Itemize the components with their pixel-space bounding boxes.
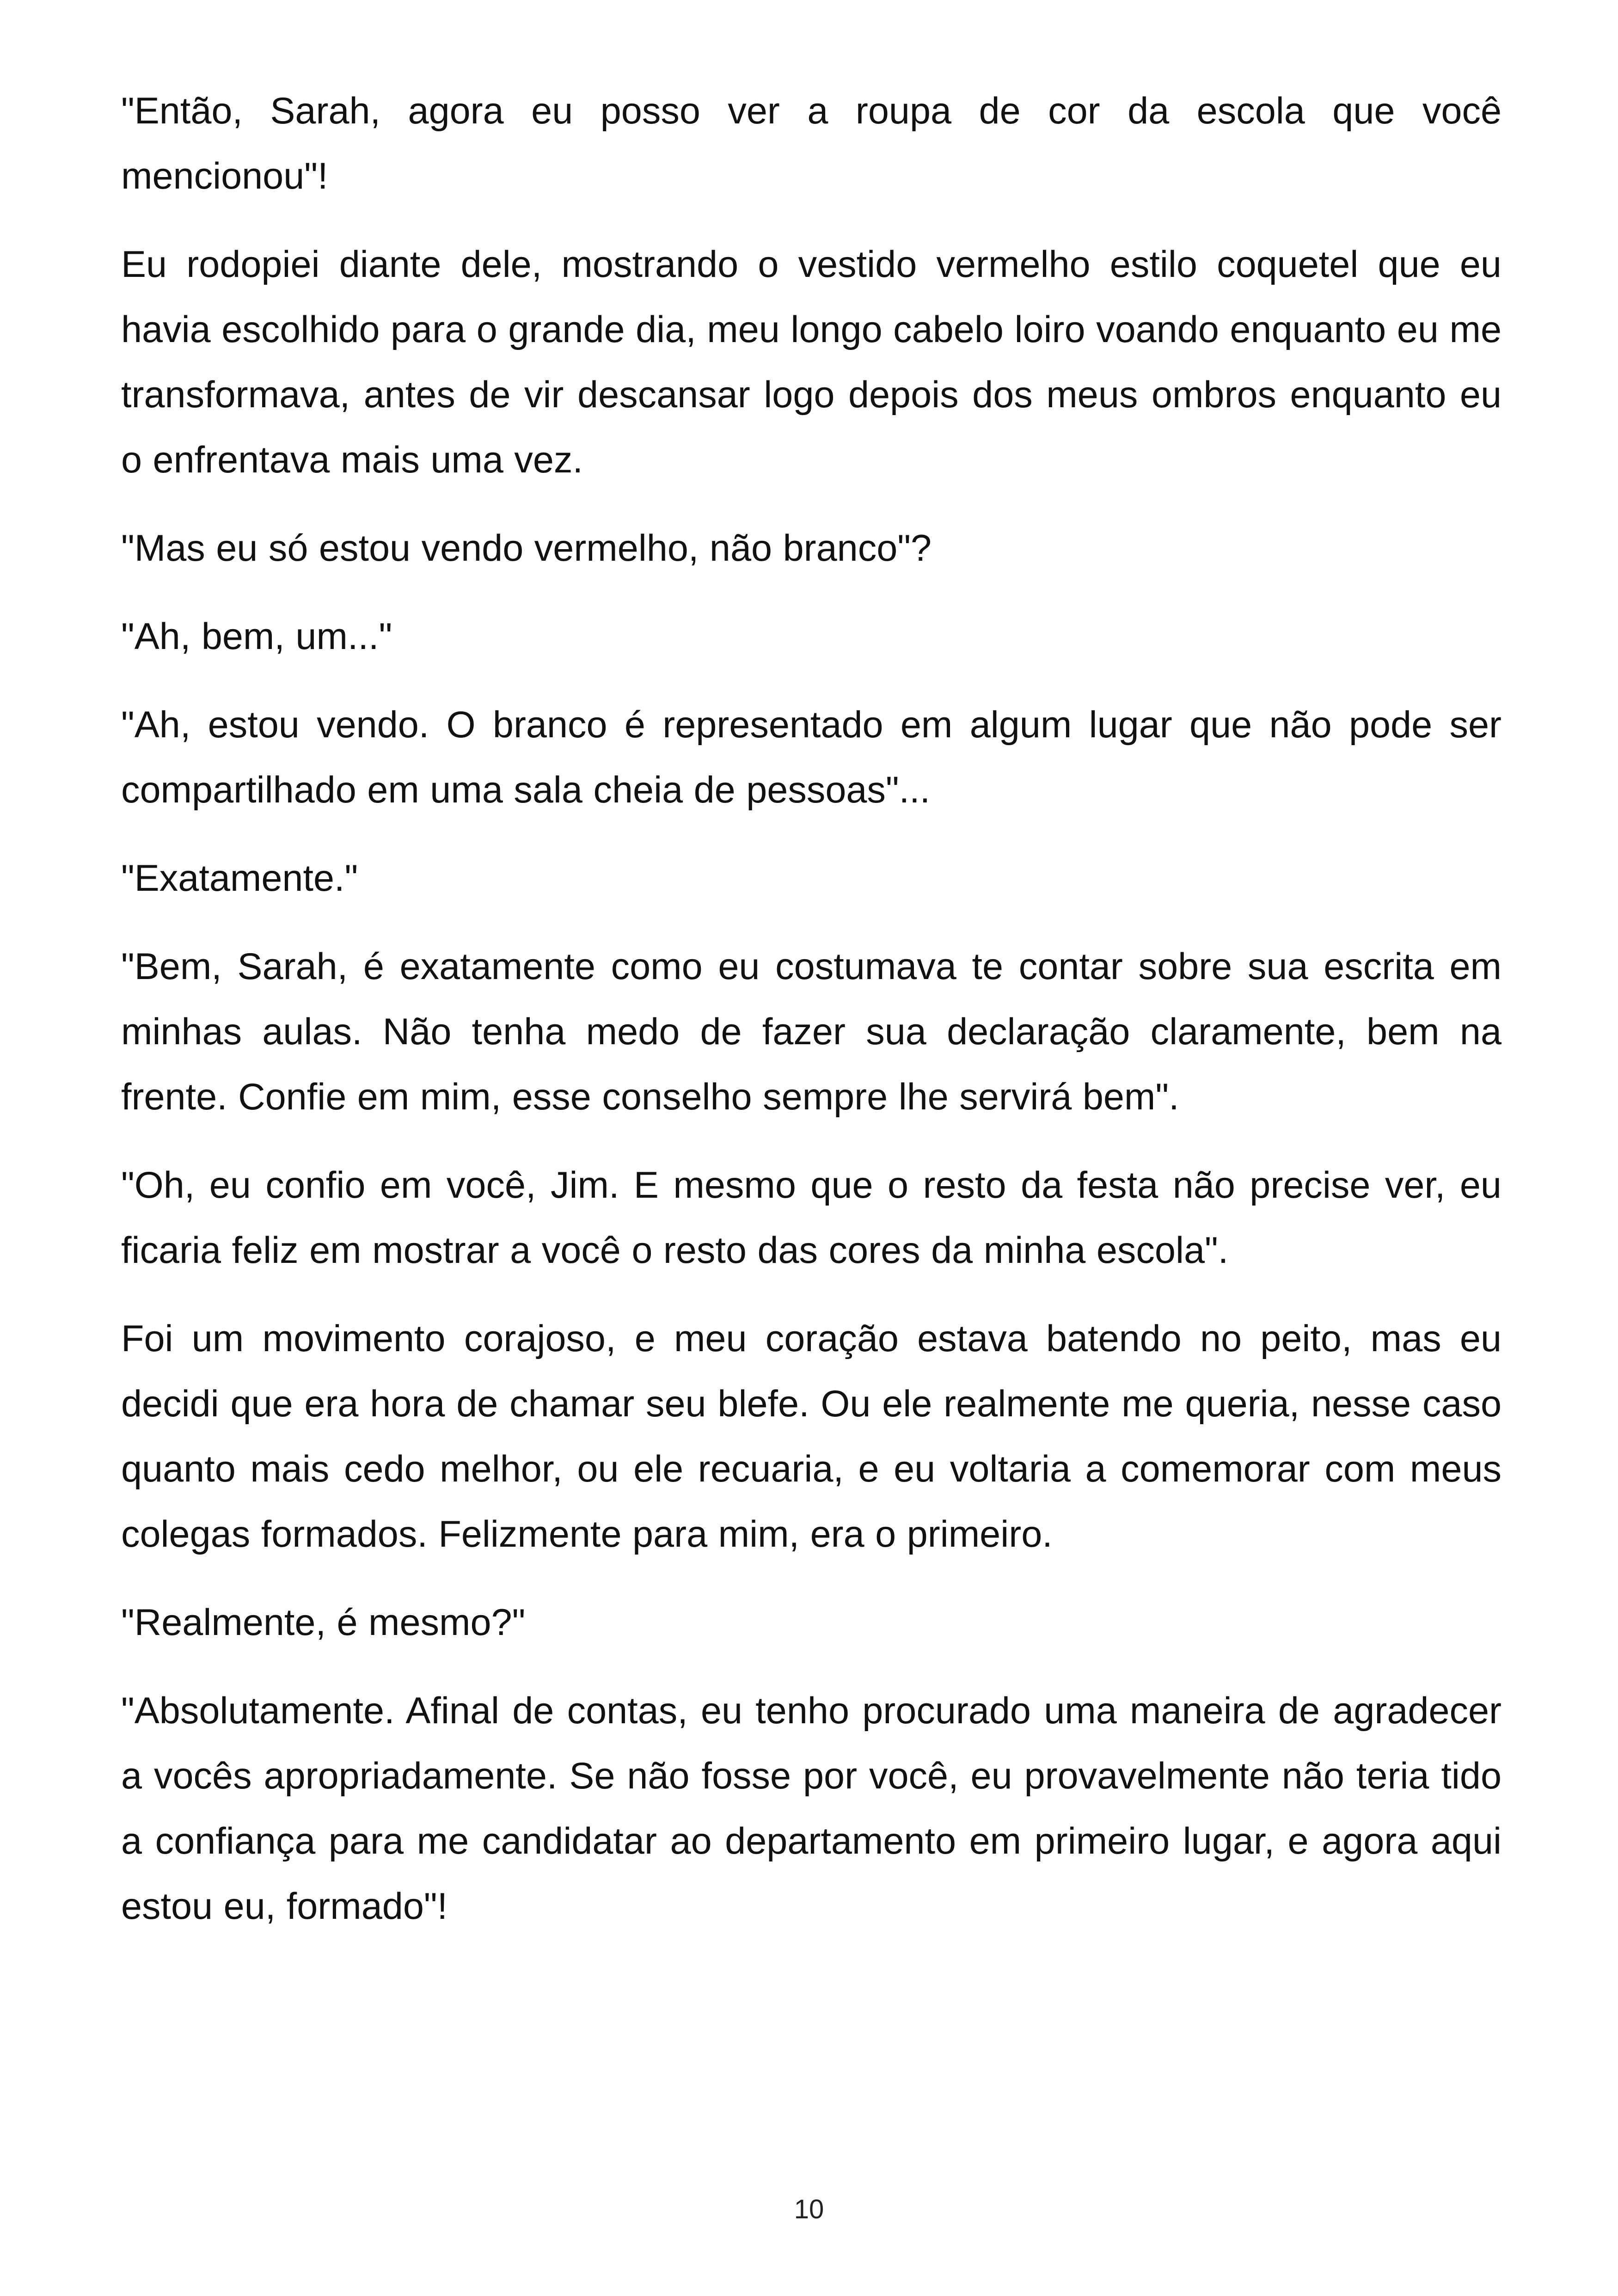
paragraph: "Ah, bem, um..."	[121, 616, 392, 657]
paragraph: "Mas eu só estou vendo vermelho, não branco"?	[121, 527, 932, 569]
paragraph: "Bem, Sarah, é exatamente como eu costumava te contar sobre sua escrita em minhas aulas. Não tenha medo de fazer sua declaração claramente, bem na frente. Confie em mim, esse conselho sempre lhe servirá bem".	[121, 946, 1502, 1118]
paragraph: Eu rodopiei diante dele, mostrando o vestido vermelho estilo coquetel que eu havia escolhido para o grande dia, meu longo cabelo loiro voando enquanto eu me transformava, antes de vir descansar logo depois dos meus ombros enquanto eu o enfrentava mais uma vez.	[121, 244, 1502, 481]
body-text	[121, 79, 1502, 1962]
paragraph: "Ah, estou vendo. O branco é representado em algum lugar que não pode ser compartilhado em uma sala cheia de pessoas"...	[121, 704, 1502, 811]
paragraph: "Então, Sarah, agora eu posso ver a roupa de cor da escola que você mencionou"!	[121, 90, 1502, 197]
paragraph: "Absolutamente. Afinal de contas, eu tenho procurado uma maneira de agradecer a vocês apropriadamente. Se não fosse por você, eu provavelmente não teria tido a confiança para me candidatar ao departamento em primeiro lugar, e agora aqui estou eu, formado"!	[121, 1690, 1502, 1927]
page-number: 10	[794, 2194, 824, 2224]
paragraph: "Oh, eu confio em você, Jim. E mesmo que o resto da festa não precise ver, eu ficaria feliz em mostrar a você o resto das cores da minha escola".	[121, 1164, 1502, 1271]
paragraph: "Realmente, é mesmo?"	[121, 1602, 526, 1643]
paragraph: "Exatamente."	[121, 857, 358, 899]
paragraph: Foi um movimento corajoso, e meu coração estava batendo no peito, mas eu decidi que era hora de chamar seu blefe. Ou ele realmente me queria, nesse caso quanto mais cedo melhor, ou ele recuaria, e eu voltaria a comemorar com meus colegas formados. Felizmente para mim, era o primeiro.	[121, 1318, 1502, 1555]
